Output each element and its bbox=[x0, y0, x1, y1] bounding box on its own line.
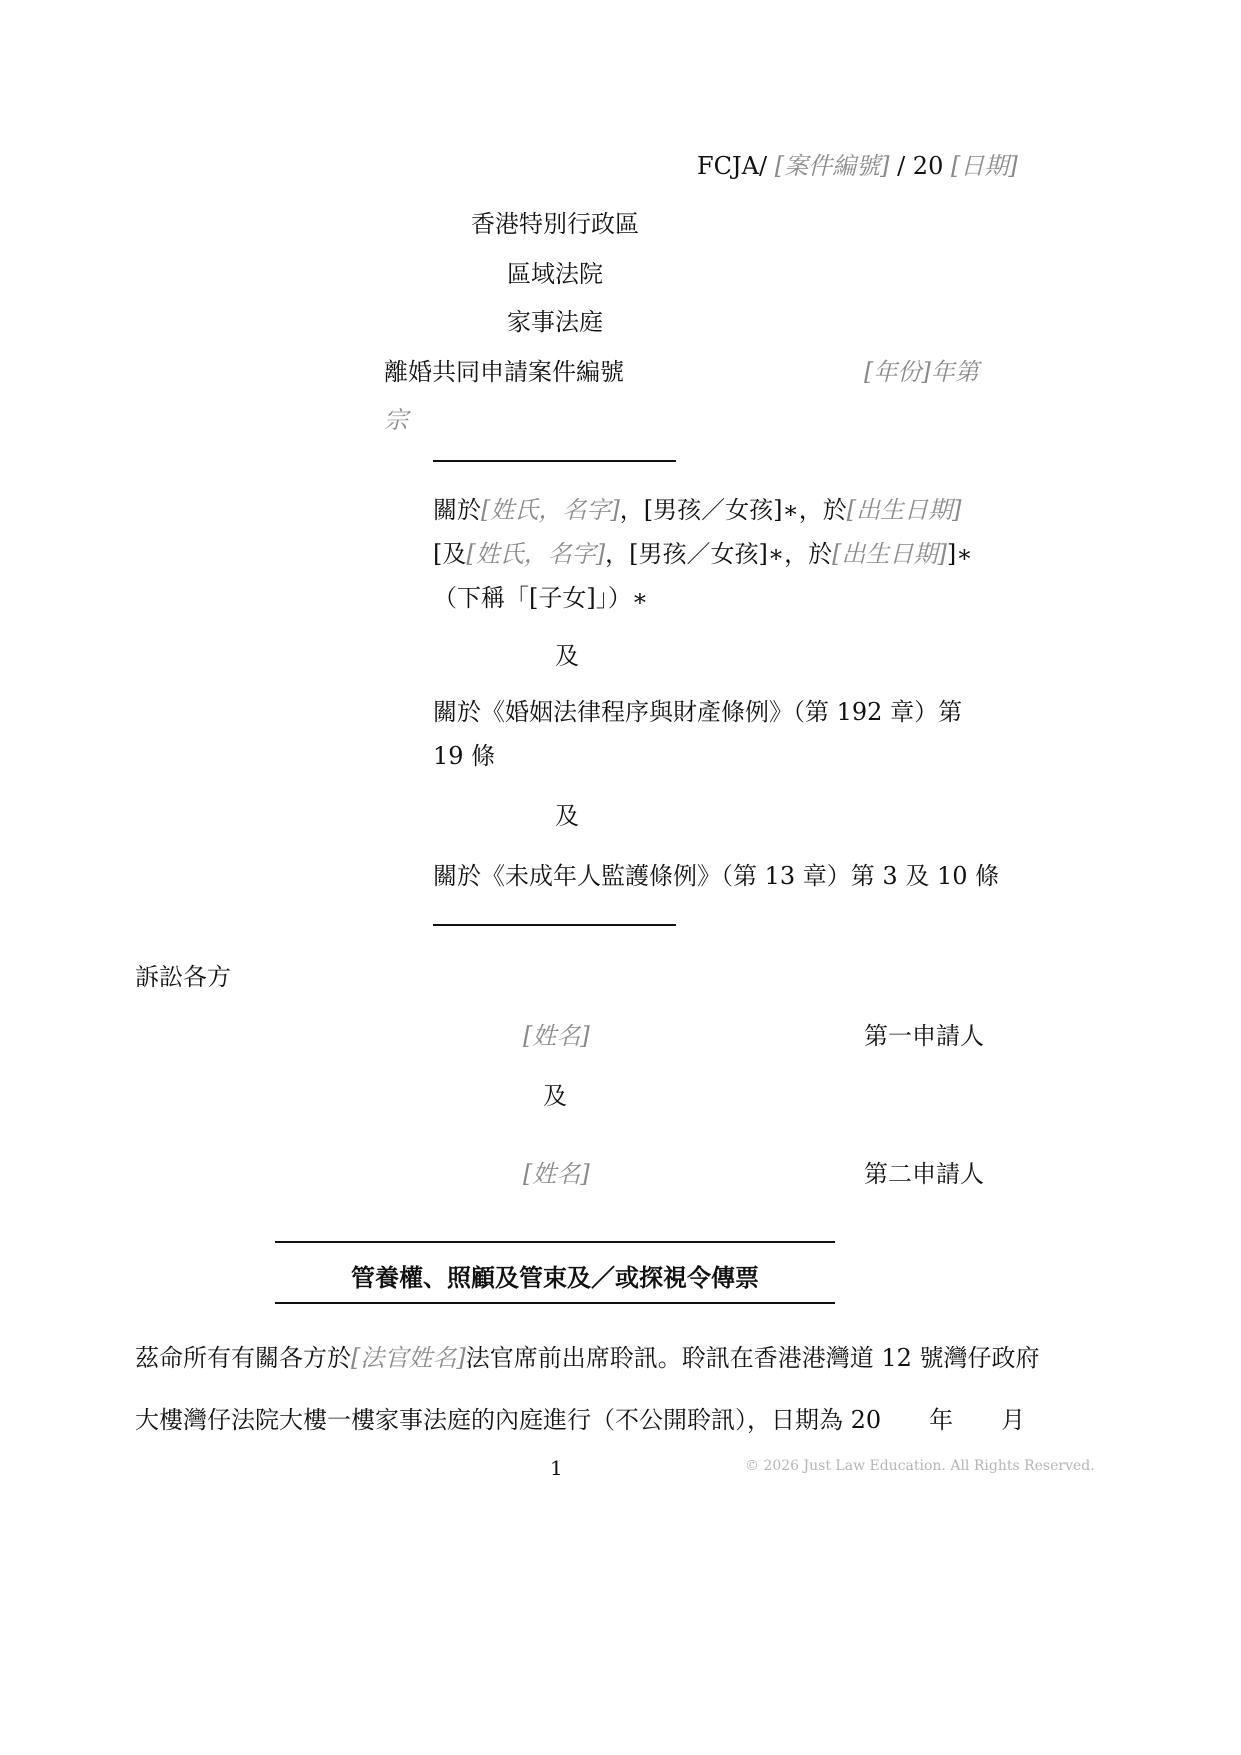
applicant1-role: 第一申請人 bbox=[864, 1022, 984, 1050]
case-reference bbox=[697, 146, 1018, 181]
court-region: 香港特別行政區 bbox=[471, 210, 639, 238]
court-family: 家事法庭 bbox=[507, 308, 603, 336]
applicant1-name-placeholder: [姓名] bbox=[523, 1022, 590, 1050]
case-ref-prefix: FCJA/ bbox=[697, 152, 768, 180]
child2-dob-placeholder: [出生日期] bbox=[832, 540, 947, 568]
case-ref-separator: / 20 bbox=[897, 152, 951, 180]
applicant2-name-placeholder: [姓名] bbox=[523, 1160, 590, 1188]
parties-heading: 訴訟各方 bbox=[135, 963, 231, 991]
divider-top bbox=[433, 460, 676, 462]
matter-ordinance-192: 關於《婚姻法律程序與財產條例》（第 192 章）第 19 條 bbox=[433, 698, 963, 770]
judge-name-placeholder: [法官姓名] bbox=[351, 1344, 466, 1372]
body-venue: 法官席前出席聆訊。聆訊在香港港灣道 12 號灣仔政府 bbox=[465, 1344, 1040, 1372]
court-district: 區域法院 bbox=[507, 260, 603, 288]
body-line-1 bbox=[135, 1338, 1040, 1373]
case-no-suffix: 宗 bbox=[384, 406, 408, 434]
child2-name-placeholder: [姓氏，名字] bbox=[466, 540, 606, 568]
matter-ordinance-13: 關於《未成年人監護條例》（第 13 章）第 3 及 10 條 bbox=[433, 862, 1000, 890]
child1-name-placeholder: [姓氏，名字] bbox=[481, 496, 620, 524]
page-number: 1 bbox=[550, 1456, 563, 1480]
title-rule-top bbox=[275, 1241, 835, 1243]
child1-dob-placeholder: [出生日期] bbox=[846, 496, 962, 524]
body-line-2: 大樓灣仔法院大樓一樓家事法庭的內庭進行（不公開聆訊），日期為 20 年 月 bbox=[135, 1406, 1026, 1434]
divider-bottom bbox=[433, 924, 676, 926]
and-bracket: [及 bbox=[433, 540, 467, 568]
summons-title: 管養權、照顧及管束及／或探視令傳票 bbox=[351, 1263, 759, 1292]
body-intro: 茲命所有有關各方於 bbox=[135, 1344, 351, 1372]
matter-children bbox=[433, 488, 973, 620]
case-year-placeholder: [年份]年第 bbox=[864, 358, 979, 386]
matter-prefix: 關於 bbox=[433, 496, 481, 524]
children-definition: ]∗（下稱「[子女]」）∗ bbox=[433, 540, 973, 612]
case-number-placeholder: [案件編號] bbox=[774, 152, 890, 180]
title-rule-bottom bbox=[275, 1302, 835, 1304]
child1-gender: ，[男孩／女孩]∗，於 bbox=[619, 496, 847, 524]
and-connector-1: 及 bbox=[555, 642, 579, 670]
case-type-label: 離婚共同申請案件編號 bbox=[384, 358, 624, 386]
and-connector-2: 及 bbox=[555, 802, 579, 830]
copyright-notice: © 2026 Just Law Education. All Rights Reserved. bbox=[745, 1458, 1095, 1474]
parties-and: 及 bbox=[543, 1082, 567, 1110]
child2-gender: ，[男孩／女孩]∗，於 bbox=[605, 540, 833, 568]
date-placeholder: [日期] bbox=[950, 152, 1018, 180]
applicant2-role: 第二申請人 bbox=[864, 1160, 984, 1188]
